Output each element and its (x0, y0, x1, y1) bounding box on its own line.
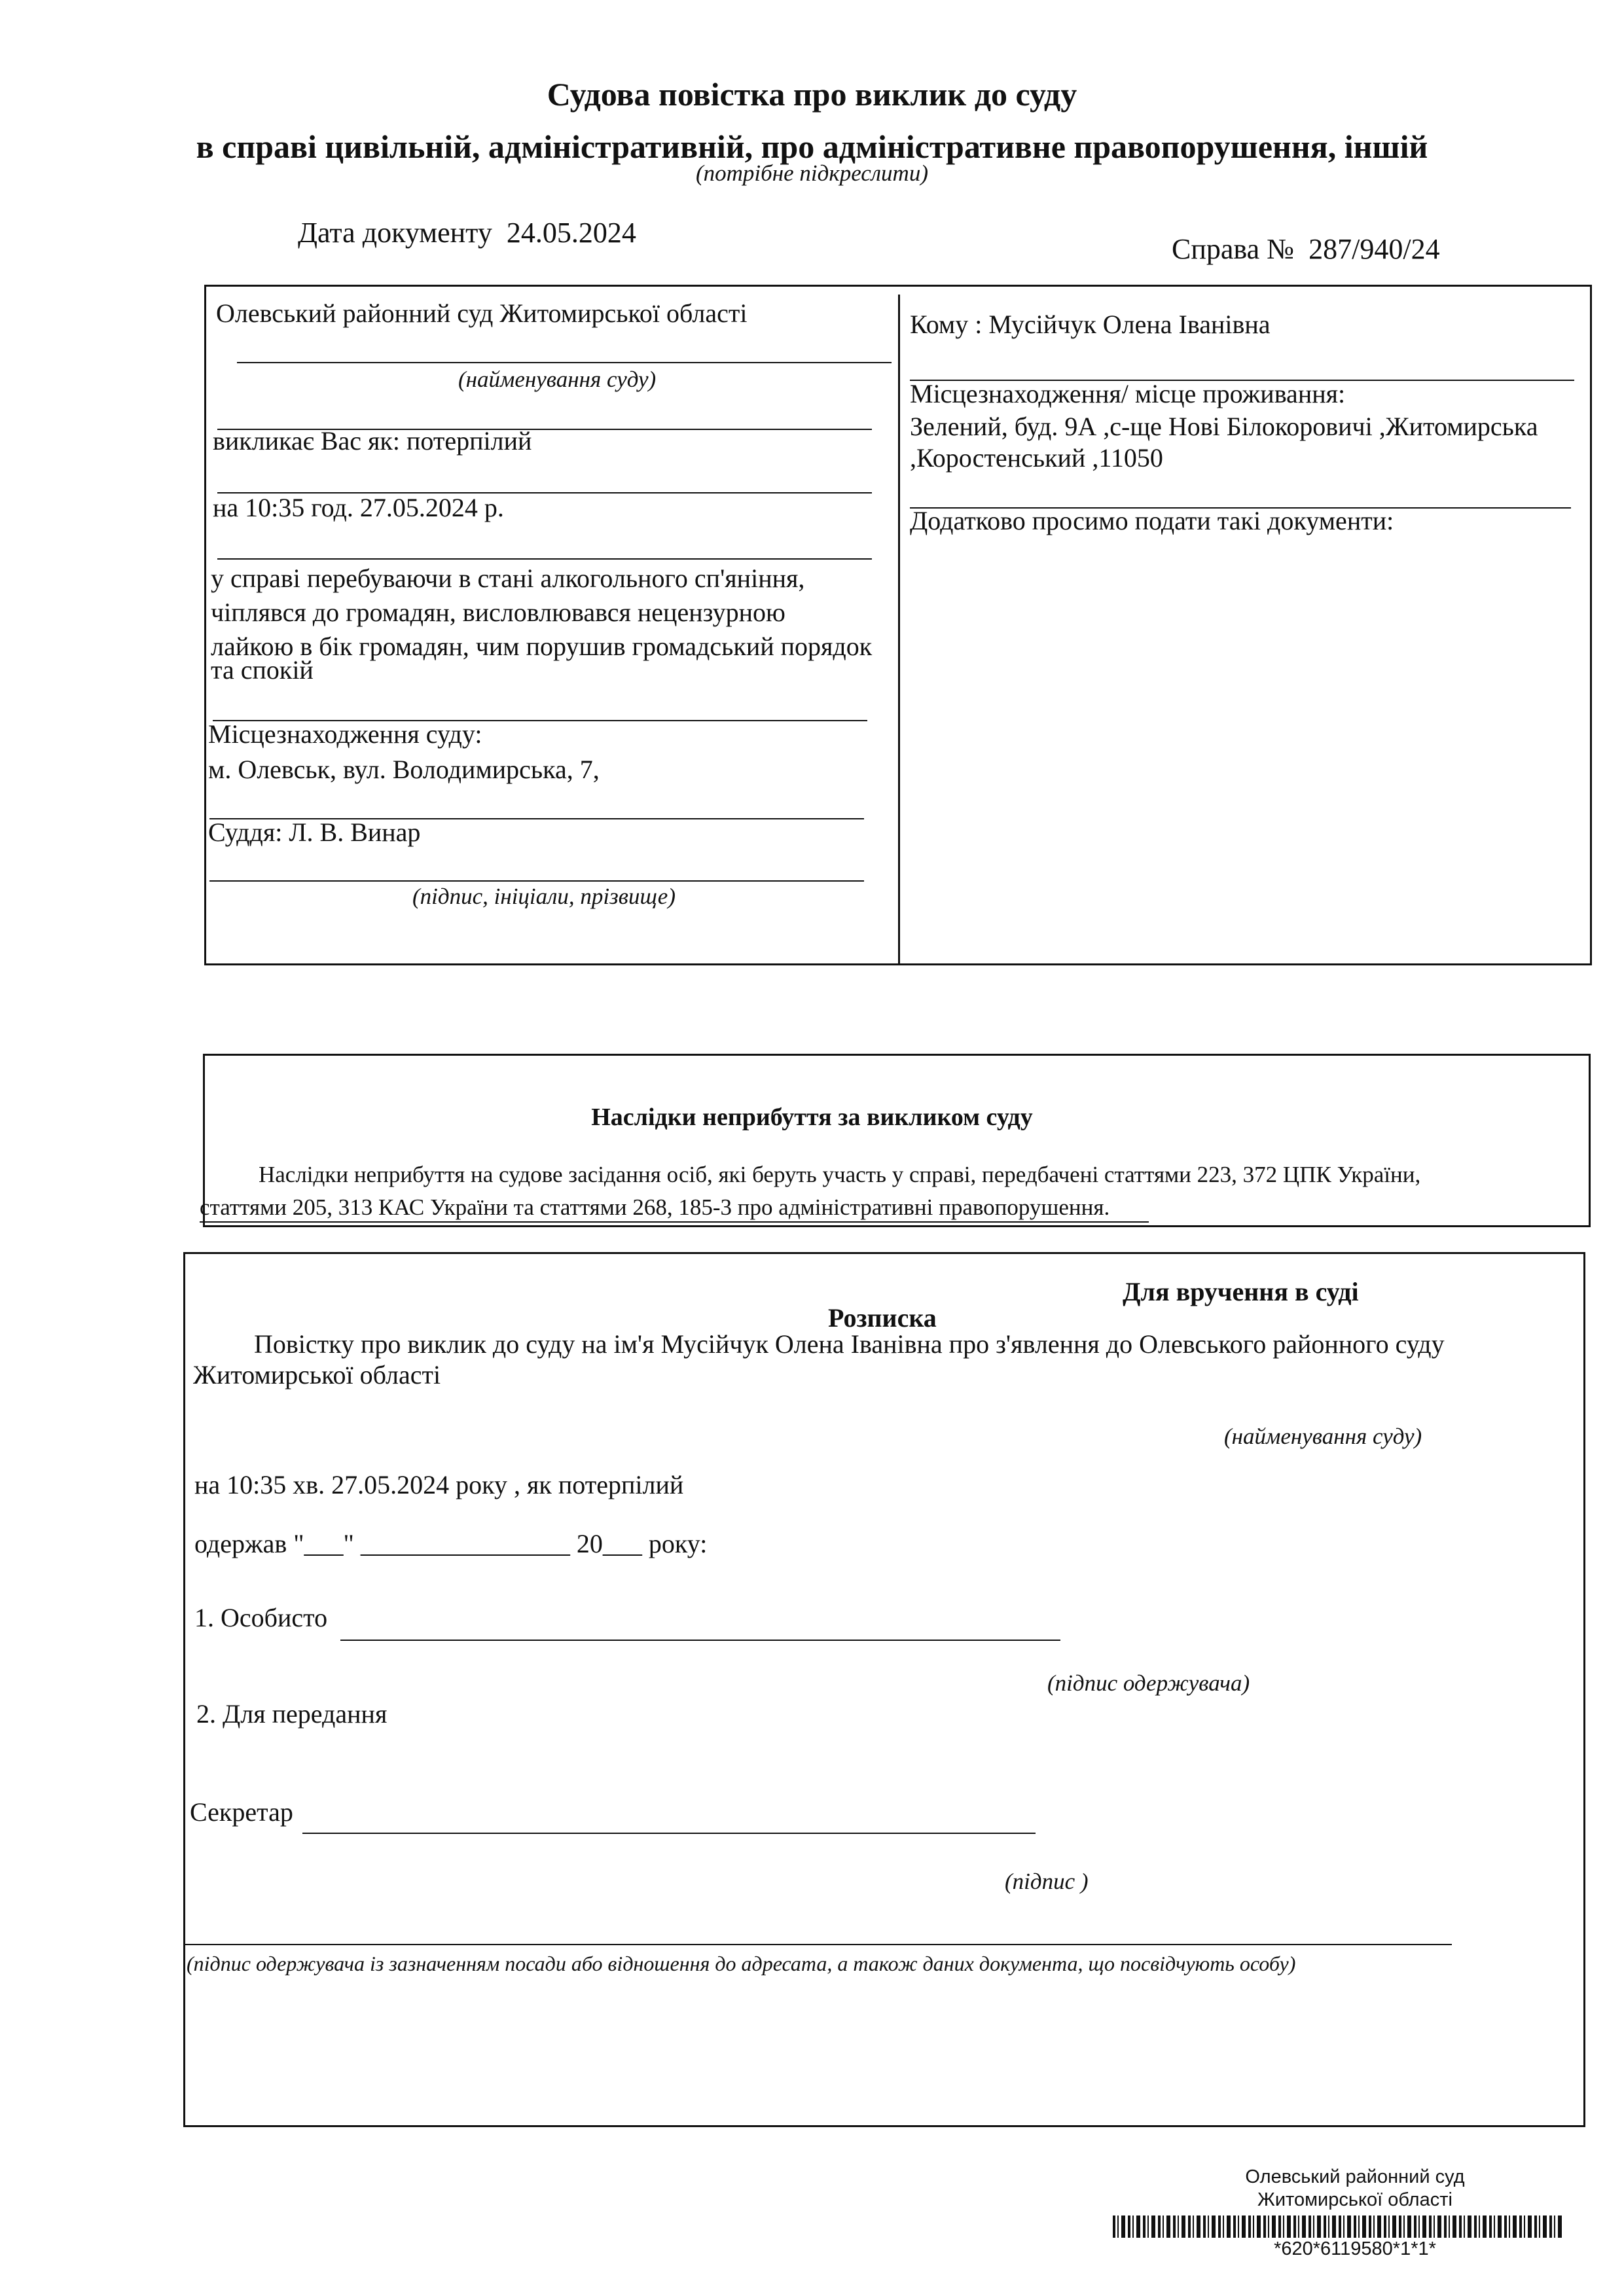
judge-signature-hint: (підпис, ініціали, прізвище) (412, 884, 676, 909)
document-subtitle: в справі цивільній, адміністративній, про адміністративне правопорушення, іншій (196, 128, 1428, 165)
secretary-label: Секретар (190, 1797, 293, 1827)
case-description-1: у справі перебуваючи в стані алкогольного сп'яніння, (211, 564, 805, 593)
document-date (298, 216, 636, 249)
address-label: Місцезнаходження/ місце проживання: (910, 379, 1346, 408)
signature-line (209, 880, 864, 882)
summoned-as: викликає Вас як: потерпілий (213, 426, 532, 456)
underline-hint: (потрібне підкреслити) (695, 160, 928, 186)
court-name: Олевський районний суд Житомирської області (216, 298, 748, 328)
court-name-hint: (найменування суду) (458, 367, 657, 392)
address-line-2: ,Коростенський ,11050 (910, 443, 1163, 473)
document-title: Судова повістка про виклик до суду (547, 76, 1077, 113)
final-signature-hint: (підпис одержувача із зазначенням посади або відношення до адресата, а також даних документа, що посвідчують особу) (187, 1952, 1296, 1975)
receipt-time: на 10:35 хв. 27.05.2024 року , як потерпілий (194, 1470, 684, 1499)
receipt-title: Розписка (828, 1303, 937, 1333)
consequences-text-2: статтями 205, 313 КАС України та статтями 268, 185-3 про адміністративні правопорушення. (200, 1194, 1110, 1220)
recipient-signature-hint: (підпис одержувача) (1047, 1670, 1250, 1696)
documents-request: Додатково просимо подати такі документи: (910, 506, 1394, 535)
case-value: 287/940/24 (1308, 233, 1440, 265)
personal-signature-line (340, 1640, 1060, 1641)
receipt-text-1: Повістку про виклик до суду на ім'я Мусійчук Олена Іванівна про з'явлення до Олевського районного суду (254, 1329, 1445, 1359)
secretary-signature-line (302, 1833, 1036, 1834)
column-divider (898, 295, 900, 965)
barcode-text: *620*6119580*1*1* (1274, 2238, 1436, 2259)
consequences-underline (200, 1221, 1149, 1223)
date-label: Дата документу (298, 217, 492, 249)
case-description-3: лайкою в бік громадян, чим порушив громадський порядок (211, 632, 873, 661)
case-description-2: чіплявся до громадян, висловлювався нецензурною (211, 598, 785, 627)
hearing-time: на 10:35 год. 27.05.2024 р. (213, 493, 504, 522)
court-stamp-line1: Олевський районний суд (1245, 2166, 1465, 2187)
transfer-label: 2. Для передання (196, 1699, 388, 1729)
consequences-text-1: Наслідки неприбуття на судове засідання осіб, які беруть участь у справі, передбачені статтями 223, 372 ЦПК України, (259, 1162, 1421, 1187)
for-court-label: Для вручення в суді (1123, 1277, 1359, 1306)
consequences-title: Наслідки неприбуття за викликом суду (591, 1103, 1033, 1131)
final-signature-line (185, 1944, 1452, 1945)
secretary-signature-hint: (підпис ) (1005, 1869, 1089, 1894)
judge-name: Суддя: Л. В. Винар (208, 817, 421, 847)
case-number (1172, 232, 1440, 266)
receipt-court-hint: (найменування суду) (1224, 1424, 1422, 1449)
separator-line (217, 558, 872, 560)
barcode-image (1113, 2215, 1564, 2238)
personally-label: 1. Особисто (194, 1603, 328, 1632)
recipient: Кому : Мусійчук Олена Іванівна (910, 310, 1271, 339)
received-date: одержав "___" ________________ 20___ року: (194, 1529, 708, 1558)
case-description-4: та спокій (211, 655, 314, 685)
court-location: м. Олевськ, вул. Володимирська, 7, (208, 755, 600, 784)
address-line-1: Зелений, буд. 9А ,с-ще Нові Білокоровичі ,Житомирська (910, 412, 1538, 441)
date-value: 24.05.2024 (506, 217, 636, 249)
court-stamp-line2: Житомирської області (1257, 2189, 1453, 2210)
receipt-text-2: Житомирської області (193, 1360, 441, 1390)
case-label: Справа № (1172, 233, 1295, 265)
court-name-line (237, 362, 892, 363)
court-location-label: Місцезнаходження суду: (208, 719, 482, 749)
